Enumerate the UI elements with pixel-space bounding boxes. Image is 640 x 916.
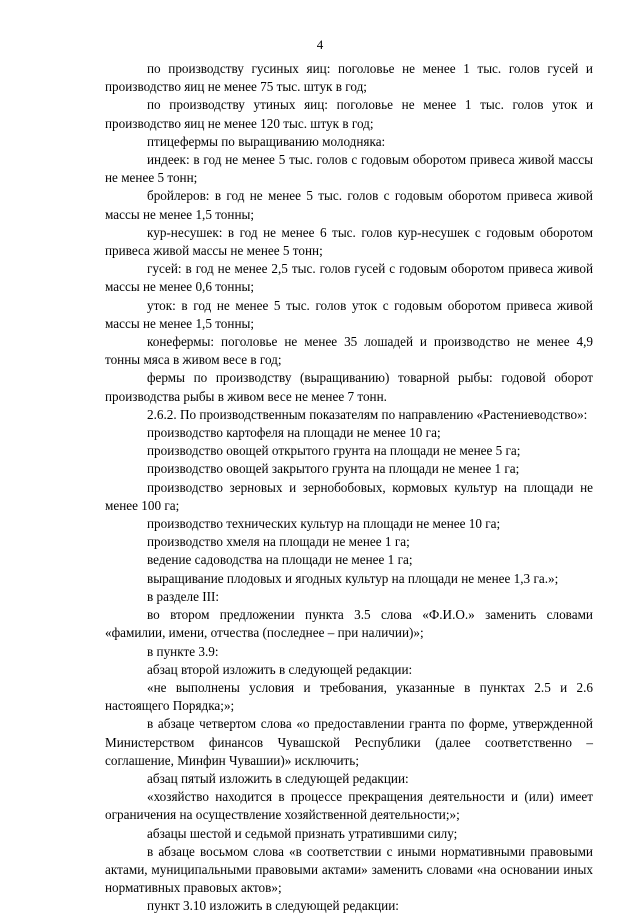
paragraph: птицефермы по выращиванию молодняка: (147, 133, 386, 149)
paragraph: кур-несушек: в год не менее 6 тыс. голов кур-несушек с годовым оборотом привеса живой массы не менее 5 тонн; (105, 224, 593, 259)
paragraph: по производству гусиных яиц: поголовье не менее 1 тыс. голов гусей и производство яиц не менее 75 тыс. штук в год; (105, 61, 593, 95)
paragraph: бройлеров: в год не менее 5 тыс. голов с годовым оборотом привеса живой массы не менее 1,5 тонны; (105, 188, 593, 222)
paragraph: фермы по производству (выращиванию) товарной рыбы: годовой оборот производства рыбы в живом весе не менее 7 тонн. (105, 370, 593, 404)
paragraph: в абзаце восьмом слова «в соответствии с иными нормативными правовыми актами, муниципальными правовыми актами» заменить словами «на основании иных нормативных правовых актов»; (105, 843, 593, 896)
paragraph: производство овощей открытого грунта на площади не менее 5 га; (147, 443, 521, 459)
paragraph: производство картофеля на площади не менее 10 га; (147, 425, 441, 441)
paragraph: производство технических культур на площади не менее 10 га; (147, 516, 501, 532)
document-body (105, 60, 593, 916)
paragraph: индеек: в год не менее 5 тыс. голов с годовым оборотом привеса живой массы не менее 5 тонн; (105, 152, 593, 186)
paragraph: «хозяйство находится в процессе прекращения деятельности и (или) имеет ограничения на осуществление хозяйственной деятельности;»; (105, 789, 593, 823)
paragraph: уток: в год не менее 5 тыс. голов уток с годовым оборотом привеса живой массы не менее 1,5 тонны; (105, 297, 593, 331)
paragraph: ведение садоводства на площади не менее 1 га; (147, 552, 413, 568)
paragraph: по производству утиных яиц: поголовье не менее 1 тыс. голов уток и производство яиц не менее 120 тыс. штук в год; (105, 97, 593, 131)
paragraph: 2.6.2. По производственным показателям по направлению «Растениеводство»: (147, 406, 588, 422)
paragraph: гусей: в год не менее 2,5 тыс. голов гусей с годовым оборотом привеса живой массы не менее 0,6 тонны; (105, 261, 593, 295)
page-number: 4 (316, 37, 324, 52)
paragraph: конефермы: поголовье не менее 35 лошадей и производство не менее 4,9 тонны мяса в живом весе в год; (105, 334, 593, 368)
paragraph: производство овощей закрытого грунта на площади не менее 1 га; (147, 461, 520, 477)
paragraph: в пункте 3.9: (147, 643, 219, 659)
paragraph: производство хмеля на площади не менее 1 га; (147, 534, 410, 550)
paragraph: в разделе III: (147, 588, 220, 604)
paragraph: абзац второй изложить в следующей редакции: (147, 661, 413, 677)
paragraph: абзац пятый изложить в следующей редакции: (147, 770, 409, 786)
paragraph: «не выполнены условия и требования, указанные в пунктах 2.5 и 2.6 настоящего Порядка;»; (105, 679, 593, 714)
paragraph: пункт 3.10 изложить в следующей редакции: (147, 898, 399, 914)
paragraph: выращивание плодовых и ягодных культур на площади не менее 1,3 га.»; (147, 570, 559, 586)
paragraph: абзацы шестой и седьмой признать утратившими силу; (147, 825, 458, 841)
paragraph: в абзаце четвертом слова «о предоставлении гранта по форме, утвержденной Министерством финансов Чувашской Республики (далее соответственно – соглашение, Минфин Чувашии)» исключить; (105, 716, 593, 768)
paragraph: производство зерновых и зернобобовых, кормовых культур на площади не менее 100 га; (105, 479, 593, 513)
paragraph: во втором предложении пункта 3.5 слова «Ф.И.О.» заменить словами «фамилии, имени, отчества (последнее – при наличии)»; (105, 607, 593, 641)
